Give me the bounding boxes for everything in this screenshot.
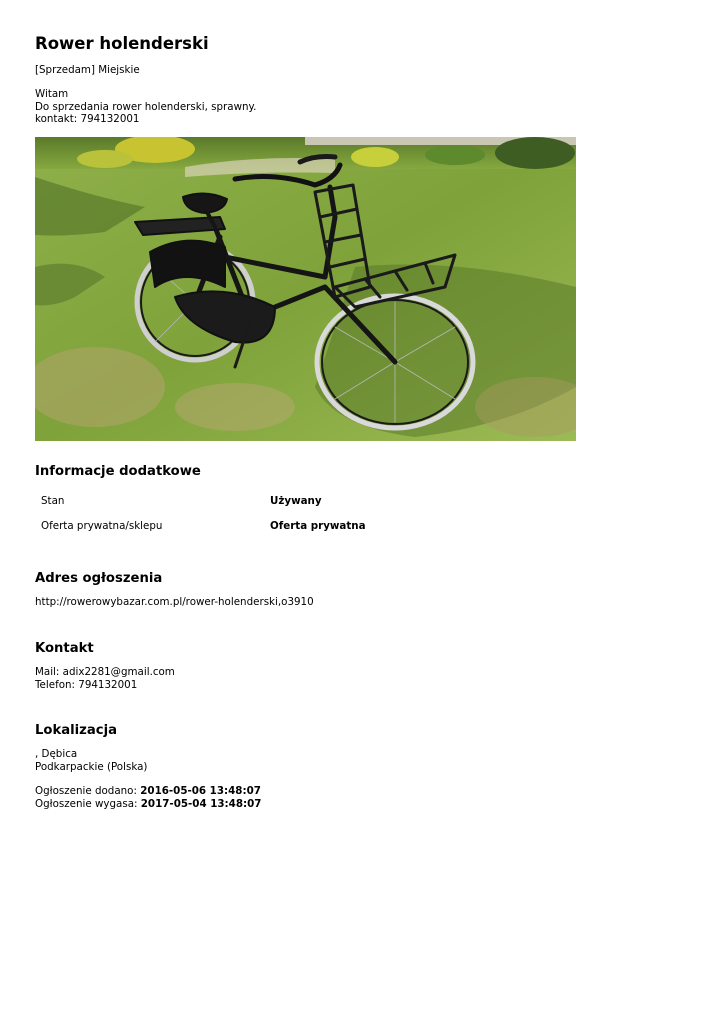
date-added-value: 2016-05-06 13:48:07	[140, 785, 261, 797]
phone-label: Telefon:	[35, 678, 75, 691]
location-heading: Lokalizacja	[35, 723, 117, 738]
date-expires-label: Ogłoszenie wygasa:	[35, 797, 138, 810]
date-expires-value: 2017-05-04 13:48:07	[140, 797, 262, 810]
details-value: Oferta prywatna	[270, 519, 366, 532]
description-line: kontakt: 794132001	[35, 113, 140, 125]
date-added-line	[35, 785, 261, 798]
details-label: Stan	[41, 495, 65, 507]
listing-description	[35, 88, 256, 126]
location-region: Podkarpackie (Polska)	[35, 760, 148, 773]
details-row	[41, 495, 521, 520]
details-row	[41, 520, 521, 545]
listing-dates	[35, 785, 261, 810]
contact-heading: Kontakt	[35, 641, 94, 656]
bicycle-photo-icon	[35, 137, 576, 441]
contact-mail-line	[35, 666, 175, 679]
details-label: Oferta prywatna/sklepu	[41, 519, 163, 532]
mail-label: Mail:	[35, 666, 60, 678]
location-city: , Dębica	[35, 748, 78, 760]
details-heading: Informacje dodatkowe	[35, 464, 201, 479]
listing-title: Rower holenderski	[35, 34, 209, 53]
contact-info	[35, 666, 175, 691]
address-heading: Adres ogłoszenia	[35, 571, 163, 586]
description-line: Witam	[35, 88, 69, 100]
mail-address[interactable]: adix2281@gmail.com	[62, 666, 175, 678]
description-line: Do sprzedania rower holenderski, sprawny.	[35, 100, 257, 113]
date-expires-line	[35, 798, 261, 811]
date-added-label: Ogłoszenie dodano:	[35, 785, 137, 797]
phone-number: 794132001	[78, 678, 138, 691]
details-table	[41, 495, 521, 544]
listing-category: [Sprzedam] Miejskie	[35, 64, 140, 76]
location-info	[35, 748, 147, 773]
listing-url[interactable]: http://rowerowybazar.com.pl/rower-holenderski,o3910	[35, 596, 314, 608]
contact-phone-line	[35, 679, 175, 692]
listing-photo	[35, 137, 576, 441]
details-value: Używany	[270, 495, 322, 507]
